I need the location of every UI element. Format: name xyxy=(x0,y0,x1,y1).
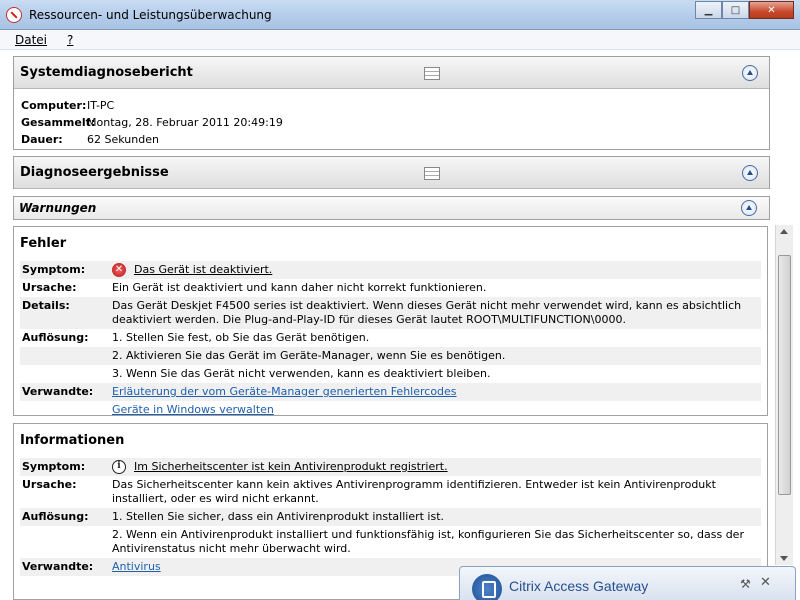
info-heading: Informationen xyxy=(20,433,125,448)
error-heading: Fehler xyxy=(20,236,67,251)
menu-bar xyxy=(0,30,800,50)
related-link-antivirus[interactable]: Antivirus xyxy=(112,560,161,573)
error-cause: Ein Gerät ist deaktiviert und kann daher nicht korrekt funktionieren. xyxy=(112,281,487,294)
resolution-step: 2. Aktivieren Sie das Gerät im Geräte-Manager, wenn Sie es benötigen. xyxy=(112,349,506,362)
wrench-icon[interactable]: ⚒ xyxy=(740,577,751,591)
warnings-header[interactable] xyxy=(13,196,770,220)
vertical-scrollbar[interactable] xyxy=(775,225,793,565)
system-report-header[interactable] xyxy=(14,57,769,89)
related-link-manage-devices[interactable]: Geräte in Windows verwalten xyxy=(112,403,274,416)
window-title: Ressourcen- und Leistungsüberwachung xyxy=(29,8,272,22)
citrix-title: Citrix Access Gateway xyxy=(509,578,649,594)
maximize-button[interactable]: □ xyxy=(722,1,749,19)
system-report-section xyxy=(13,56,770,150)
computer-label: Computer: xyxy=(21,99,87,112)
scroll-up-icon[interactable] xyxy=(780,229,788,234)
title-bar xyxy=(0,0,800,30)
collected-value: Montag, 28. Februar 2011 20:49:19 xyxy=(87,116,283,129)
info-symptom: Im Sicherheitscenter ist kein Antivirenprodukt registriert. xyxy=(134,460,448,473)
error-icon: ✕ xyxy=(112,263,126,277)
menu-datei[interactable] xyxy=(0,30,55,49)
close-button[interactable]: ✕ xyxy=(749,1,794,19)
resolution-step: 3. Wenn Sie das Gerät nicht verwenden, kann es deaktiviert bleiben. xyxy=(112,367,491,380)
resolution-step: 2. Wenn ein Antivirenprodukt installiert und funktionsfähig ist, konfigurieren Sie das Sicherheitscenter so, dass der Antivirenstatus nicht mehr überwacht wird. xyxy=(112,528,744,555)
citrix-notification[interactable] xyxy=(459,566,796,600)
related-label: Verwandte: xyxy=(22,560,94,573)
collapse-icon[interactable] xyxy=(742,65,758,81)
symptom-label: Symptom: xyxy=(22,460,86,473)
menu-help-label: ? xyxy=(67,33,74,47)
table-icon[interactable] xyxy=(424,67,440,80)
resolution-step: 1. Stellen Sie sicher, dass ein Antivirenprodukt installiert ist. xyxy=(112,510,445,523)
collapse-icon[interactable] xyxy=(741,200,757,216)
cause-label: Ursache: xyxy=(22,281,77,294)
error-symptom: Das Gerät ist deaktiviert. xyxy=(134,263,273,276)
scroll-down-icon[interactable] xyxy=(780,556,788,561)
info-cause: Das Sicherheitscenter kann kein aktives Antivirenprogramm identifizieren. Entweder ist kein Antivirenprodukt installiert, oder es wird nicht erkannt. xyxy=(112,478,716,505)
resolution-step: 1. Stellen Sie fest, ob Sie das Gerät benötigen. xyxy=(112,331,370,344)
app-icon xyxy=(6,7,22,23)
symptom-label: Symptom: xyxy=(22,263,86,276)
related-label: Verwandte: xyxy=(22,385,94,398)
collapse-icon[interactable] xyxy=(742,165,758,181)
citrix-lock-icon xyxy=(472,574,502,600)
computer-value: IT-PC xyxy=(87,99,115,112)
menu-datei-label: Datei xyxy=(15,33,48,47)
system-report-title: Systemdiagnosebericht xyxy=(20,65,193,80)
diagnosis-title: Diagnoseergebnisse xyxy=(20,165,169,180)
resolution-label: Auflösung: xyxy=(22,331,89,344)
warnings-title: Warnungen xyxy=(19,201,97,215)
duration-label: Dauer: xyxy=(21,133,63,146)
table-icon[interactable] xyxy=(424,167,440,180)
close-icon[interactable]: ✕ xyxy=(760,575,771,590)
error-box xyxy=(13,226,768,416)
error-details: Das Gerät Deskjet F4500 series ist deaktiviert. Wenn dieses Gerät nicht mehr verwendet wird, kann es absichtlich deaktiviert werden. Die Plug-and-Play-ID für dieses Gerät lautet ROOT\MULTIFUNCTION\0000. xyxy=(112,299,742,326)
duration-value: 62 Sekunden xyxy=(87,133,159,146)
window-controls xyxy=(695,1,794,19)
info-icon: i xyxy=(112,460,126,474)
cause-label: Ursache: xyxy=(22,478,77,491)
details-label: Details: xyxy=(22,299,70,312)
scroll-thumb[interactable] xyxy=(778,255,791,495)
diagnosis-header[interactable] xyxy=(14,157,769,189)
menu-help[interactable] xyxy=(55,30,81,49)
resolution-label: Auflösung: xyxy=(22,510,89,523)
diagnosis-section xyxy=(13,156,770,189)
minimize-button[interactable]: ▁ xyxy=(695,1,722,19)
related-link-error-codes[interactable]: Erläuterung der vom Geräte-Manager generierten Fehlercodes xyxy=(112,385,457,398)
collected-label: Gesammelt: xyxy=(21,116,96,129)
